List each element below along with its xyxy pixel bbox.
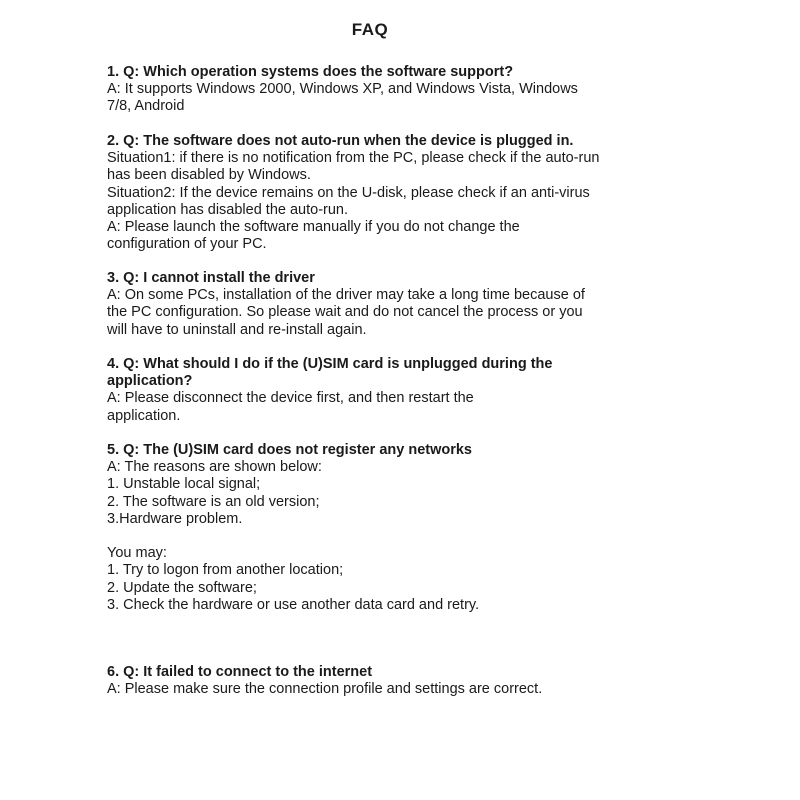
faq-question: 5. Q: The (U)SIM card does not register any networks — [107, 442, 472, 458]
faq-suggestion: 2. Update the software; — [107, 579, 257, 596]
faq-item-6 — [107, 664, 667, 698]
faq-answer: 2. The software is an old version; — [107, 493, 320, 510]
faq-question: 6. Q: It failed to connect to the internet — [107, 664, 373, 680]
faq-answer: will have to uninstall and re-install again. — [107, 321, 367, 338]
faq-question: 2. Q: The software does not auto-run when the device is plugged in. — [107, 133, 574, 149]
faq-item-5 — [107, 442, 667, 614]
faq-answer: Situation1: if there is no notification from the PC, please check if the auto-run — [107, 150, 600, 167]
faq-suggestion: 1. Try to logon from another location; — [107, 562, 344, 579]
page-title: FAQ — [351, 20, 389, 39]
faq-answer: A: The reasons are shown below: — [107, 459, 322, 476]
faq-item-3 — [107, 270, 667, 339]
faq-answer: A: Please disconnect the device first, and then restart the — [107, 390, 474, 407]
faq-answer: application has disabled the auto-run. — [107, 201, 349, 218]
faq-answer: has been disabled by Windows. — [107, 167, 311, 184]
you-may-label: You may: — [107, 545, 167, 562]
faq-answer: A: It supports Windows 2000, Windows XP, and Windows Vista, Windows — [107, 81, 578, 98]
faq-answer: A: Please make sure the connection profile and settings are correct. — [107, 681, 543, 698]
faq-item-4 — [107, 356, 667, 425]
faq-answer: the PC configuration. So please wait and do not cancel the process or you — [107, 304, 583, 321]
faq-question: 1. Q: Which operation systems does the software support? — [107, 64, 514, 80]
faq-answer: 3.Hardware problem. — [107, 510, 243, 527]
faq-answer: A: On some PCs, installation of the driver may take a long time because of — [107, 287, 585, 304]
faq-question: 4. Q: What should I do if the (U)SIM card is unplugged during the — [107, 356, 553, 372]
faq-answer: configuration of your PC. — [107, 236, 267, 253]
faq-answer: application. — [107, 407, 181, 424]
faq-answer: Situation2: If the device remains on the U-disk, please check if an anti-virus — [107, 184, 590, 201]
faq-suggestion: 3. Check the hardware or use another data card and retry. — [107, 596, 480, 613]
faq-answer: A: Please launch the software manually if you do not change the — [107, 219, 520, 236]
faq-answer: 1. Unstable local signal; — [107, 476, 261, 493]
faq-question: application? — [107, 373, 193, 390]
faq-question: 3. Q: I cannot install the driver — [107, 270, 315, 286]
faq-answer: 7/8, Android — [107, 98, 185, 115]
spacer — [107, 528, 667, 545]
faq-item-2 — [107, 133, 667, 253]
faq-item-1 — [107, 64, 667, 116]
